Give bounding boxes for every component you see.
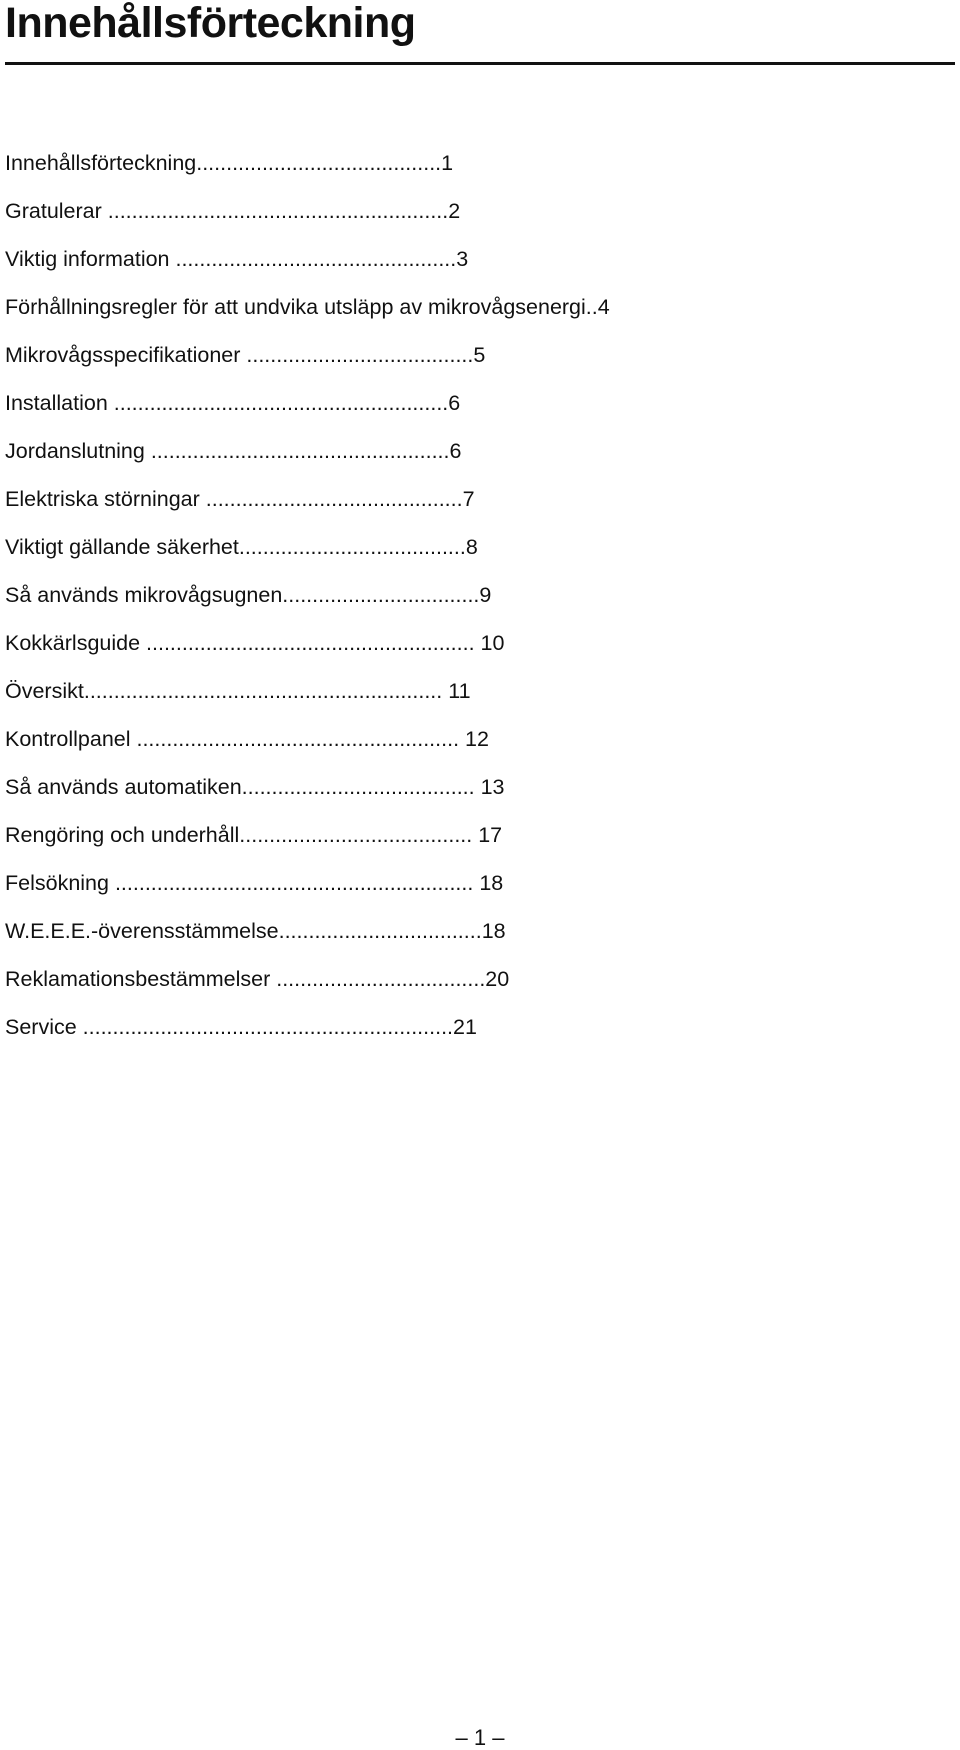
toc-entry: Rengöring och underhåll....................................... 17 xyxy=(5,823,503,847)
page-number: – 1 – xyxy=(455,1725,505,1750)
toc-entry: Förhållningsregler för att undvika utsläpp av mikrovågsenergi..4 xyxy=(5,295,610,319)
toc-entry: Så används mikrovågsugnen.................................9 xyxy=(5,583,492,607)
toc-entry: Översikt............................................................ 11 xyxy=(5,679,471,703)
toc-entry: W.E.E.E.-överensstämmelse..................................18 xyxy=(5,919,506,943)
toc-entry: Innehållsförteckning.........................................1 xyxy=(5,151,454,175)
toc-entry: Service ..............................................................21 xyxy=(5,1015,477,1039)
page-title: Innehållsförteckning xyxy=(5,0,416,47)
toc-entry: Gratulerar .........................................................2 xyxy=(5,199,461,223)
toc-entry: Viktigt gällande säkerhet......................................8 xyxy=(5,535,478,559)
table-of-contents xyxy=(5,152,610,1064)
toc-entry: Mikrovågsspecifikationer ......................................5 xyxy=(5,343,486,367)
toc-entry: Så används automatiken....................................... 13 xyxy=(5,775,505,799)
toc-entry: Reklamationsbestämmelser ...................................20 xyxy=(5,967,510,991)
toc-entry: Jordanslutning ..................................................6 xyxy=(5,439,462,463)
toc-entry: Installation ........................................................6 xyxy=(5,391,461,415)
title-divider xyxy=(5,62,955,65)
toc-entry: Elektriska störningar ...........................................7 xyxy=(5,487,475,511)
toc-entry: Kokkärlsguide ....................................................... 10 xyxy=(5,631,505,655)
toc-entry: Viktig information ...............................................3 xyxy=(5,247,469,271)
toc-entry: Felsökning ............................................................ 18 xyxy=(5,871,504,895)
toc-entry: Kontrollpanel ...................................................... 12 xyxy=(5,727,489,751)
